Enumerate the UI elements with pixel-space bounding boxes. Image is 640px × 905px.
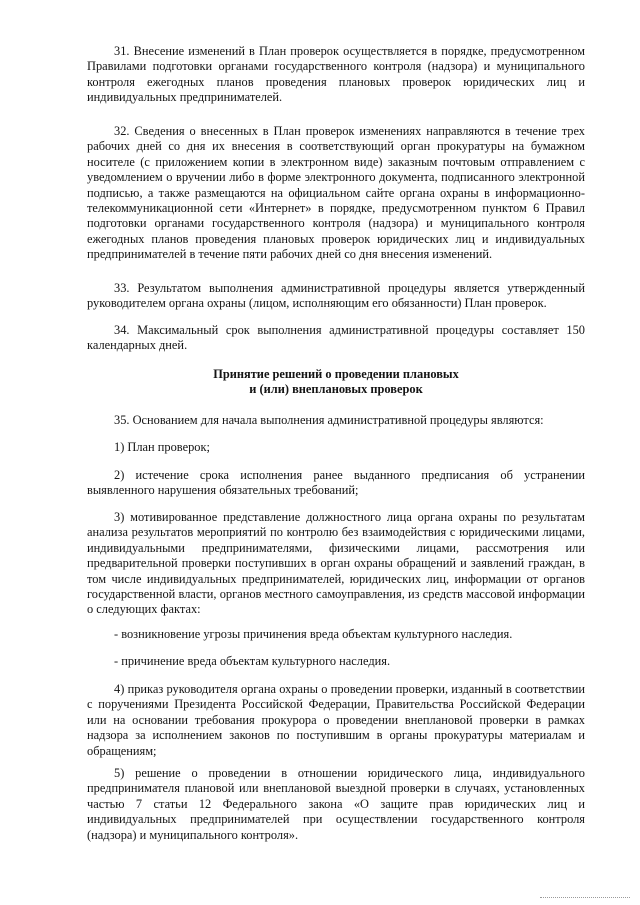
list-item-4 [87,682,585,759]
dash-item-1-text: - возникновение угрозы причинения вреда объектам культурного наследия. [114,627,513,641]
list-item-1 [87,440,585,455]
dash-item-1 [87,627,585,642]
list-item-5-text: 5) решение о проведении в отношении юридического лица, индивидуального предпринимателя плановой или внеплановой выездной проверки в случаях, установленных частью 7 статьи 12 Федерального закона «О защите прав юридических лиц и индивидуальных предпринимателей при осуществлении государственного контроля (надзора) и муниципального контроля». [87,766,585,842]
paragraph-35-intro-text: 35. Основанием для начала выполнения административной процедуры являются: [114,413,544,427]
paragraph-32 [87,124,585,263]
list-item-2-text: 2) истечение срока исполнения ранее выданного предписания об устранении выявленного нарушения обязательных требований; [87,468,585,498]
list-item-1-text: 1) План проверок; [114,440,210,454]
paragraph-31 [87,44,585,106]
section-heading-line-1: Принятие решений о проведении плановых [213,367,459,381]
paragraph-31-text: 31. Внесение изменений в План проверок осуществляется в порядке, предусмотренном Правилами подготовки органами государственного контроля (надзора) и муниципального контроля ежегодных планов проведения плановых проверок юридических лиц и индивидуальных предпринимателей. [87,44,585,105]
paragraph-34 [87,323,585,354]
paragraph-34-text: 34. Максимальный срок выполнения административной процедуры составляет 150 календарных дней. [87,323,585,353]
list-item-4-text: 4) приказ руководителя органа охраны о проведении проверки, изданный в соответствии с поручениями Президента Российской Федерации, Правительства Российской Федерации или на основании требования прокурора о проведении внеплановой проверки в рамках надзора за исполнением законов по поступившим в органы прокуратуры материалам и обращениям; [87,682,585,758]
footer-dotted-line [540,897,630,898]
paragraph-35-intro [87,413,585,428]
dash-item-2-text: - причинение вреда объектам культурного наследия. [114,654,391,668]
paragraph-32-text: 32. Сведения о внесенных в План проверок изменениях направляются в течение трех рабочих дней со дня их внесения в соответствующий орган прокуратуры на бумажном носителе (с приложением копии в электронном виде) заказным почтовым отправлением с уведомлением о вручении либо в форме электронного документа, подписанного электронной подписью, а также размещаются на официальном сайте органа охраны в информационно-телекоммуникационной сети «Интернет» в порядке, предусмотренном пунктом 6 Правил подготовки органами государственного контроля (надзора) и муниципального контроля ежегодных планов проведения плановых проверок юридических лиц и индивидуальных предпринимателей в течение пяти рабочих дней со дня внесения изменений. [87,124,585,262]
paragraph-33 [87,281,585,312]
section-heading [87,367,585,398]
dash-item-2 [87,654,585,669]
list-item-3 [87,510,585,618]
list-item-2 [87,468,585,499]
list-item-5 [87,766,585,843]
paragraph-33-text: 33. Результатом выполнения административной процедуры является утвержденный руководителем органа охраны (лицом, исполняющим его обязанности) План проверок. [87,281,585,311]
list-item-3-text: 3) мотивированное представление должностного лица органа охраны по результатам анализа результатов мероприятий по контролю без взаимодействия с юридическими лицами, индивидуальными предпринимателями, физическими лицами, рассмотрения или предварительной проверки поступивших в орган охраны обращений и заявлений граждан, в том числе индивидуальных предпринимателей, юридических лиц, информации от органов государственной власти, органов местного самоуправления, из средств массовой информации о следующих фактах: [87,510,585,617]
section-heading-line-2: и (или) внеплановых проверок [249,382,423,397]
